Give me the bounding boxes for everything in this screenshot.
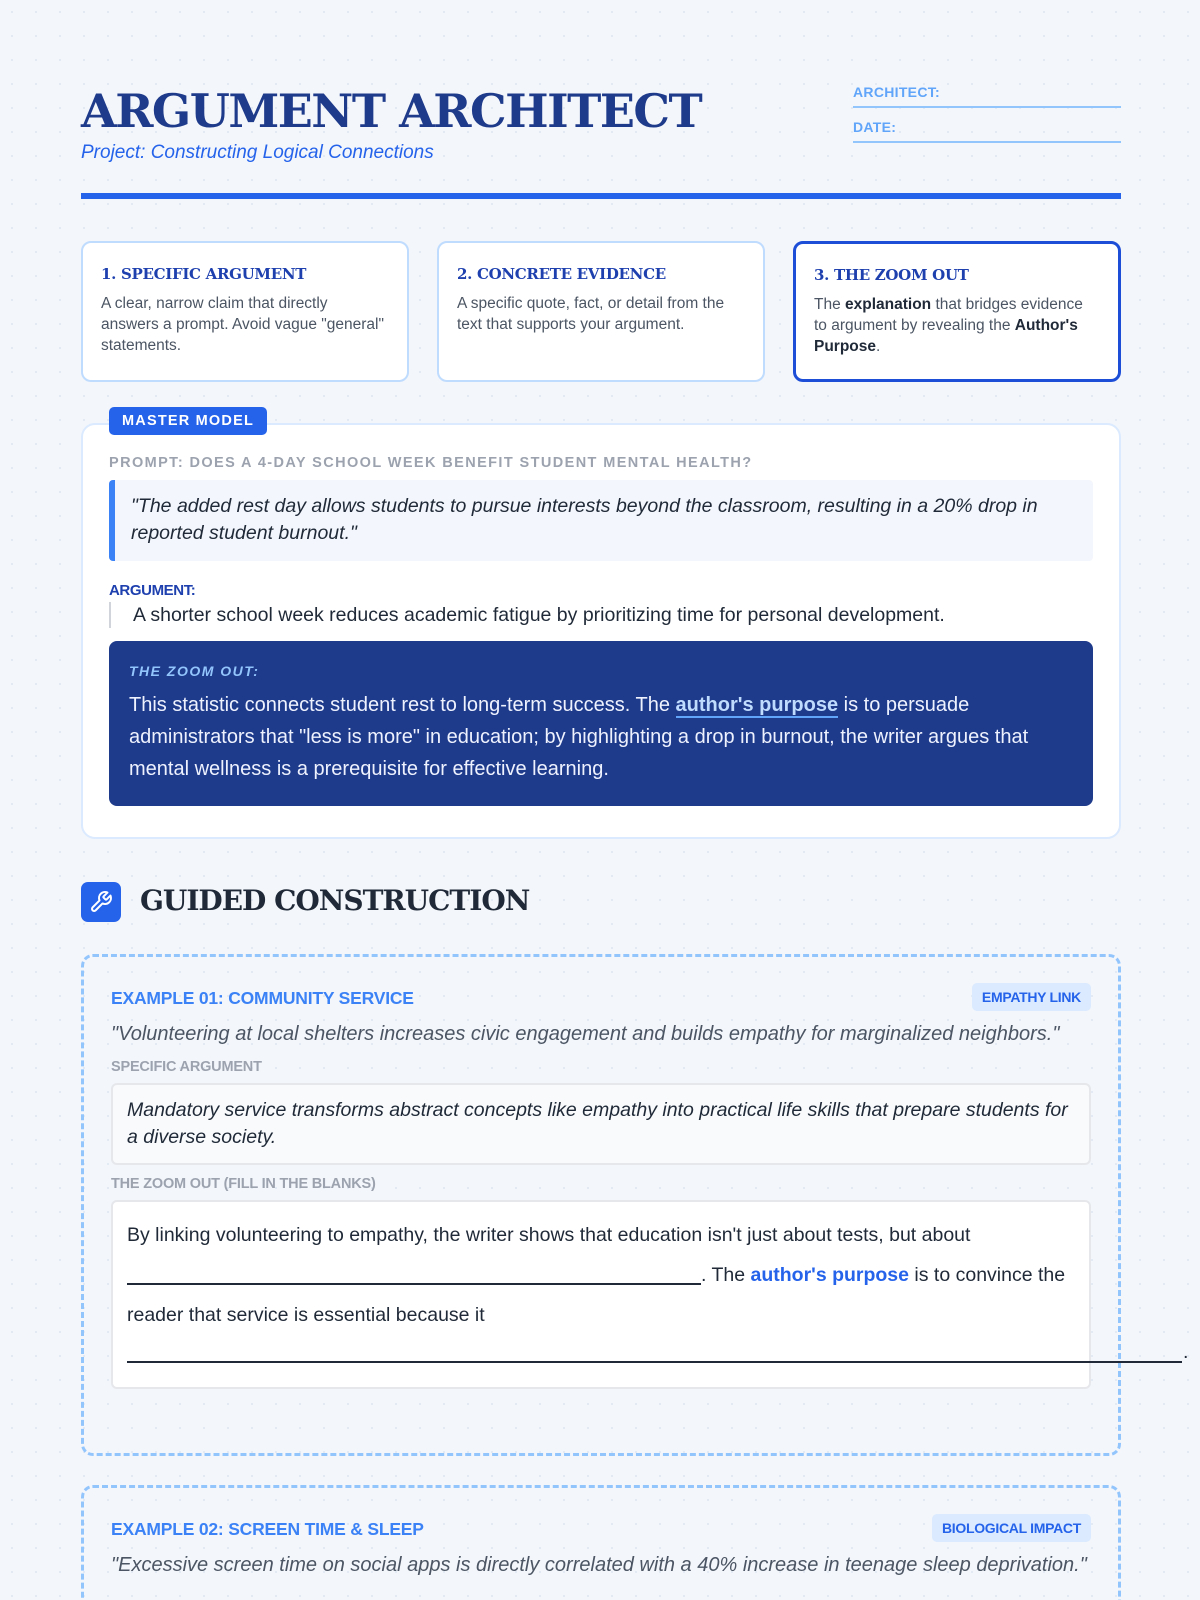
zoom-out-box: [109, 641, 1093, 806]
example-quote: "Excessive screen time on social apps is directly correlated with a 40% increase in teenage sleep deprivation.": [111, 1554, 1087, 1576]
zoom-out-text: [129, 689, 1073, 785]
card-specific-argument: [81, 241, 409, 382]
card-title: 3. THE ZOOM OUT: [814, 266, 969, 284]
meta-fields: [853, 82, 1121, 152]
architect-field[interactable]: ARCHITECT:: [853, 82, 1121, 108]
zoom-out-label: THE ZOOM OUT:: [129, 663, 260, 679]
master-model-badge: MASTER MODEL: [109, 407, 267, 435]
card-text: A specific quote, fact, or detail from the text that supports your argument.: [457, 295, 725, 333]
card-text-bold: explanation: [845, 296, 932, 313]
card-text-bold: Author's Purpose: [814, 317, 1078, 355]
example-tag: BIOLOGICAL IMPACT: [932, 1514, 1091, 1542]
wrench-icon: [81, 882, 121, 922]
blank-input[interactable]: [127, 1261, 701, 1285]
argument-text: A shorter school week reduces academic fatigue by prioritizing time for personal development.: [109, 602, 1093, 628]
argument-field-label: SPECIFIC ARGUMENT: [111, 1059, 262, 1075]
example-quote: "Volunteering at local shelters increases civic engagement and builds empathy for marginalized neighbors.": [111, 1023, 1060, 1045]
worksheet: [81, 0, 1189, 1576]
zoom-text-part: is to persuade administrators that "less is more" in education; by highlighting a drop in burnout, the writer argues that mental wellness is a prerequisite for effective learning.: [129, 694, 1029, 780]
header: [81, 0, 1121, 200]
zoom-text-part: This statistic connects student rest to long-term success. The: [129, 694, 676, 716]
example-header: [111, 983, 1091, 1011]
card-title: 2. CONCRETE EVIDENCE: [457, 265, 666, 283]
blank-text-part: By linking volunteering to empathy, the writer shows that education isn't just about tests, but about: [127, 1224, 971, 1246]
example-title: EXAMPLE 01: COMMUNITY SERVICE: [111, 988, 414, 1008]
author-purpose-highlight: author's purpose: [675, 694, 839, 716]
prompt-text: PROMPT: DOES A 4-DAY SCHOOL WEEK BENEFIT STUDENT MENTAL HEALTH?: [109, 455, 753, 471]
example-card: [81, 1485, 1121, 1600]
card-text-part: The: [814, 296, 846, 313]
card-text-part: that bridges evidence to argument by revealing the: [814, 296, 1083, 334]
page-title: ARGUMENT ARCHITECT: [81, 84, 702, 138]
section-title: GUIDED CONSTRUCTION: [140, 884, 530, 917]
blank-text-part: . The: [701, 1264, 751, 1286]
blank-text-part: is to convince the reader that service is essential because it: [127, 1264, 1066, 1326]
date-field[interactable]: DATE:: [853, 117, 1121, 143]
example-card: [81, 954, 1189, 1456]
card-text-part: .: [876, 338, 881, 355]
header-divider: [81, 193, 1121, 199]
card-title: 1. SPECIFIC ARGUMENT: [101, 265, 307, 283]
blank-period: .: [1183, 1341, 1189, 1363]
argument-field: Mandatory service transforms abstract concepts like empathy into practical life skills that prepare students for a diverse society.: [111, 1083, 1091, 1165]
fill-in-blanks-box: [111, 1200, 1189, 1389]
example-title: EXAMPLE 02: SCREEN TIME & SLEEP: [111, 1519, 424, 1539]
evidence-quote: "The added rest day allows students to pursue interests beyond the classroom, resulting in a 20% drop in reported student burnout.": [109, 480, 1093, 561]
card-zoom-out: [793, 241, 1121, 382]
zoom-field-label: THE ZOOM OUT (FILL IN THE BLANKS): [111, 1176, 376, 1192]
master-model-panel: [81, 423, 1121, 839]
example-header: [111, 1514, 1091, 1542]
author-purpose-highlight: author's purpose: [750, 1264, 910, 1286]
definition-cards: [81, 241, 1121, 382]
page-subtitle: Project: Constructing Logical Connections: [81, 142, 434, 163]
card-text: [814, 294, 1100, 357]
card-text: A clear, narrow claim that directly answers a prompt. Avoid vague "general" statements.: [101, 295, 384, 354]
example-tag: EMPATHY LINK: [972, 983, 1091, 1011]
blank-input[interactable]: [127, 1339, 1182, 1363]
argument-label: ARGUMENT:: [109, 582, 196, 599]
card-concrete-evidence: [437, 241, 765, 382]
